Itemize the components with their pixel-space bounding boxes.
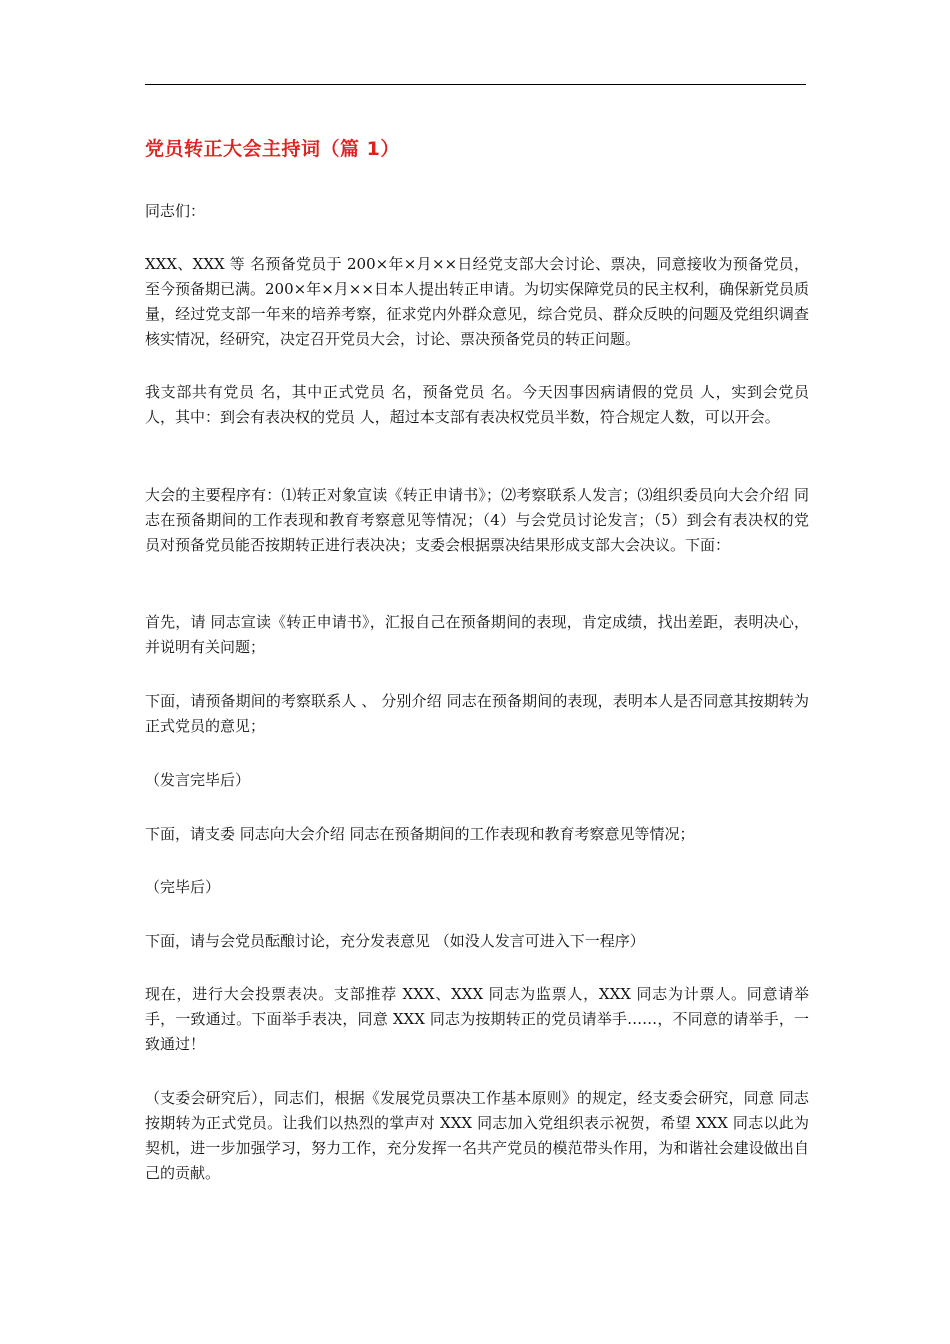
paragraph-step-3: 下面，请支委 同志向大会介绍 同志在预备期间的工作表现和教育考察意见等情况； — [145, 825, 695, 843]
paragraph-conclusion: （支委会研究后），同志们，根据《发展党员票决工作基本原则》的规定，经支委会研究，同意 同志按期转为正式党员。让我们以热烈的掌声对 XXX 同志加入党组织表示祝贺，希望 XXX 同志以此为契机，进一步加强学习，努力工作，充分发挥一名共产党员的模范带头作用，为和谐社会建设做出自己的贡献。 — [145, 1089, 809, 1182]
paragraph-procedure: 大会的主要程序有：⑴转正对象宣读《转正申请书》；⑵考察联系人发言；⑶组织委员向大会介绍 同志在预备期间的工作表现和教育考察意见等情况；（4）与会党员讨论发言；（5）到会有表决权的党员对预备党员能否按期转正进行表决决；支委会根据票决结果形成支部大会决议。下面： — [145, 486, 809, 554]
paragraph-vote: 现在，进行大会投票表决。支部推荐 XXX、XXX 同志为监票人，XXX 同志为计票人。同意请举手，一致通过。下面举手表决，同意 XXX 同志为按期转正的党员请举手……，不同意的请举手，一致通过！ — [145, 985, 809, 1053]
note-after-finish: （完毕后） — [145, 878, 221, 896]
header-rule — [145, 84, 806, 85]
paragraph-step-2: 下面，请预备期间的考察联系人 、 分别介绍 同志在预备期间的表现，表明本人是否同意其按期转为正式党员的意见； — [145, 692, 809, 735]
note-after-speech: （发言完毕后） — [145, 771, 251, 789]
paragraph-step-1: 首先，请 同志宣读《转正申请书》，汇报自己在预备期间的表现，肯定成绩，找出差距，表明决心，并说明有关问题； — [145, 613, 809, 656]
paragraph-step-4: 下面，请与会党员酝酿讨论，充分发表意见 （如没人发言可进入下一程序） — [145, 932, 645, 950]
paragraph-intro: XXX、XXX 等 名预备党员于 200×年×月××日经党支部大会讨论、票决，同意接收为预备党员，至今预备期已满。200×年×月××日本人提出转正申请。为切实保障党员的民主权利，确保新党员质量，经过党支部一年来的培养考察，征求党内外群众意见，综合党员、群众反映的问题及党组织调查核实情况，经研究，决定召开党员大会，讨论、票决预备党员的转正问题。 — [145, 255, 809, 348]
paragraph-attendance: 我支部共有党员 名，其中正式党员 名，预备党员 名。今天因事因病请假的党员 人，实到会党员 人，其中：到会有表决权的党员 人，超过本支部有表决权党员半数，符合规定人数，可以开会。 — [145, 383, 809, 426]
salutation: 同志们： — [145, 202, 206, 220]
document-title: 党员转正大会主持词（篇 1） — [145, 138, 400, 160]
